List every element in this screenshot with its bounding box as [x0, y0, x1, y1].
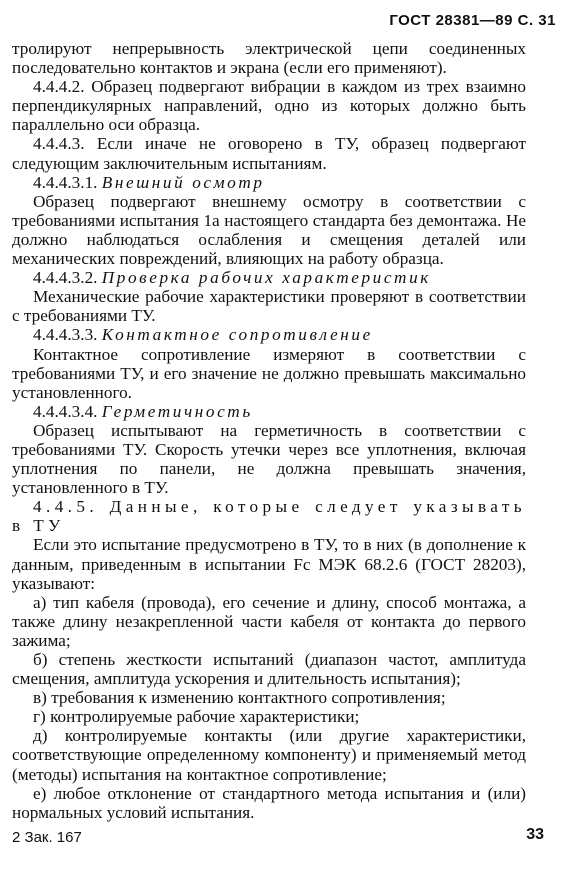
subsection-heading: [12, 402, 526, 421]
paragraph: Контактное сопротивление измеряют в соответствии с требованиями ТУ, и его значение не должно превышать максимально установленного.: [12, 344, 526, 402]
list-item: а) тип кабеля (провода), его сечение и длину, способ монтажа, а также длину незакрепленной части кабеля от контакта до первого зажима;: [12, 592, 526, 650]
paragraph: Механические рабочие характеристики проверяют в соответствии с требованиями ТУ.: [12, 287, 526, 326]
section-heading: 4.4.5. Данные, которые следует указывать в ТУ: [12, 497, 526, 536]
running-head: ГОСТ 28381—89 С. 31: [389, 12, 556, 29]
list-item: б) степень жесткости испытаний (диапазон частот, амплитуда смещения, амплитуда ускорения и длительность испытания);: [12, 650, 526, 689]
section-number: 4.4.4.3.4.: [33, 401, 98, 421]
paragraph: Если это испытание предусмотрено в ТУ, то в них (в дополнение к данным, приведенным в испытании Fc МЭК 68.2.6 (ГОСТ 28203), указывают:: [12, 535, 526, 593]
section-number: 4.4.4.3.3.: [33, 325, 98, 345]
subsection-heading: [12, 173, 526, 192]
section-title: Герметичность: [101, 401, 253, 421]
paragraph: Образец испытывают на герметичность в соответствии с требованиями ТУ. Скорость утечки через все уплотнения, включая уплотнения по панели, не должна превышать значения, установленного в ТУ.: [12, 420, 526, 498]
print-order-note: 2 Зак. 167: [12, 829, 82, 846]
subsection-heading: [12, 268, 526, 287]
paragraph: тролируют непрерывность электрической цепи соединенных последовательно контактов и экрана (если его применяют).: [12, 39, 526, 78]
section-number: 4.4.4.3.1.: [33, 172, 98, 192]
section-title: Контактное сопротивление: [101, 325, 373, 345]
list-item: г) контролируемые рабочие характеристики;: [33, 707, 360, 727]
subsection-heading: [12, 325, 526, 344]
list-item: е) любое отклонение от стандартного метода испытания и (или) нормальных условий испытания.: [12, 783, 526, 822]
paragraph: Образец подвергают внешнему осмотру в соответствии с требованиями испытания 1а настоящего стандарта без демонтажа. Не должно наблюдаться ослабления и смещения деталей или механических повреждений, влияющих на работу образца.: [12, 191, 526, 269]
list-item: в) требования к изменению контактного сопротивления;: [33, 688, 446, 708]
page-number: 33: [526, 826, 544, 843]
section-number: 4.4.4.3.2.: [33, 268, 98, 288]
page-body: [12, 39, 526, 822]
paragraph: 4.4.4.3. Если иначе не оговорено в ТУ, образец подвергают следующим заключительным испытаниям.: [12, 134, 526, 173]
paragraph: 4.4.4.2. Образец подвергают вибрации в каждом из трех взаимно перпендикулярных направлений, одно из которых должно быть параллельно оси образца.: [12, 77, 526, 135]
section-title: Внешний осмотр: [101, 172, 265, 192]
list-item: д) контролируемые контакты (или другие характеристики, соответствующие определенному компоненту) и применяемый метод (методы) испытания на контактное сопротивление;: [12, 726, 526, 784]
section-title: Проверка рабочих характеристик: [101, 268, 431, 288]
